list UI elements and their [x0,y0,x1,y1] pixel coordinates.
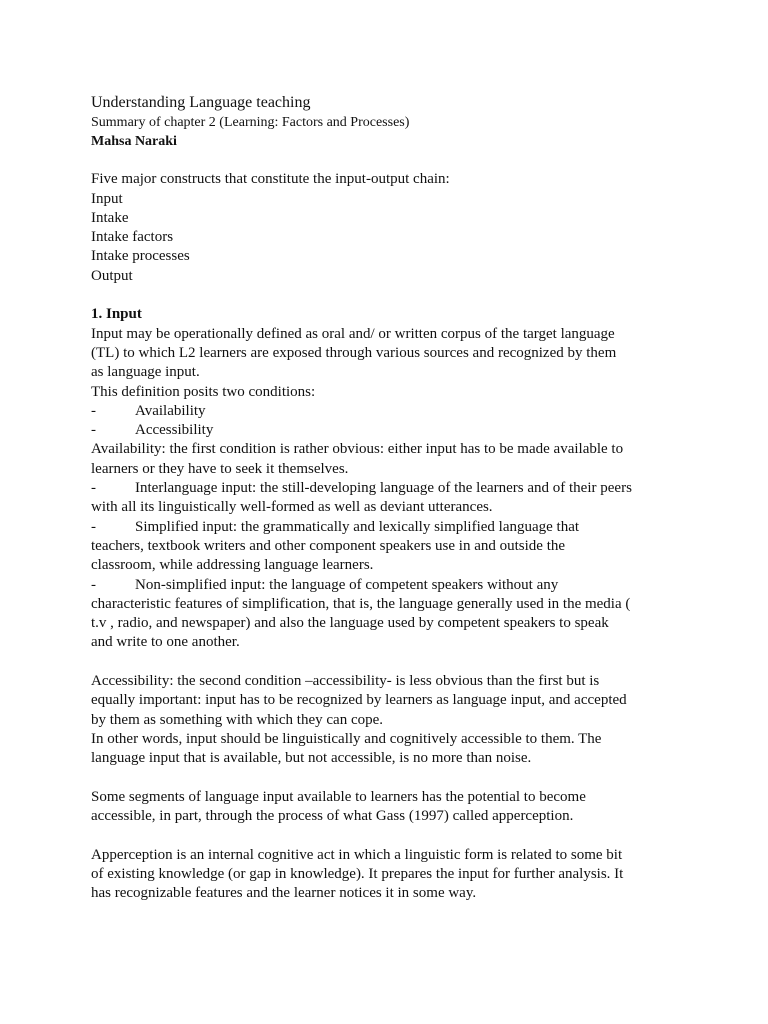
spacer [91,826,691,845]
paragraph-line: with all its linguistically well-formed as well as deviant utterances. [91,499,493,516]
dash-marker: - [91,576,96,593]
spacer [91,286,691,305]
paragraph-line: Availability: the first condition is rather obvious: either input has to be made available to [91,441,624,458]
paragraph-line: and write to one another. [91,634,240,651]
input-type-item [91,576,691,595]
document-author: Mahsa Naraki [91,134,177,149]
dash-marker: - [91,402,96,419]
paragraph-line: Some segments of language input available to learners has the potential to become [91,788,586,805]
paragraph-line: learners or they have to seek it themselves. [91,460,349,477]
dash-marker: - [91,422,96,439]
paragraph-line: Accessibility: the second condition –accessibility- is less obvious than the first but is [91,673,600,690]
condition-label: Accessibility [135,422,214,439]
document-page [91,92,691,904]
paragraph-line: characteristic features of simplification, that is, the language generally used in the media ( [91,595,631,612]
paragraph-line: accessible, in part, through the process of what Gass (1997) called apperception. [91,808,574,825]
condition-label: Availability [135,402,206,419]
spacer [91,151,691,170]
input-type-item [91,518,691,537]
construct-item: Output [91,267,133,284]
paragraph-line: In other words, input should be linguistically and cognitively accessible to them. The [91,730,602,747]
intro-lead: Five major constructs that constitute the input-output chain: [91,171,450,188]
condition-item [91,421,691,440]
input-type-text: Interlanguage input: the still-developing language of the learners and of their peers [135,480,632,497]
paragraph-line: This definition posits two conditions: [91,383,316,400]
condition-item [91,402,691,421]
section-heading-input: 1. Input [91,306,142,323]
paragraph-line: by them as something with which they can cope. [91,711,384,728]
construct-item: Input [91,190,123,207]
document-subtitle: Summary of chapter 2 (Learning: Factors and Processes) [91,115,410,130]
paragraph-line: teachers, textbook writers and other component speakers use in and outside the [91,537,566,554]
paragraph-line: (TL) to which L2 learners are exposed through various sources and recognized by them [91,344,617,361]
paragraph-line: Input may be operationally defined as oral and/ or written corpus of the target language [91,325,615,342]
document-title: Understanding Language teaching [91,94,311,111]
paragraph-line: equally important: input has to be recognized by learners as language input, and accepted [91,692,627,709]
paragraph-line: classroom, while addressing language learners. [91,557,374,574]
dash-marker: - [91,518,96,535]
paragraph-line: of existing knowledge (or gap in knowledge). It prepares the input for further analysis. It [91,865,624,882]
paragraph-line: Apperception is an internal cognitive act in which a linguistic form is related to some bit [91,846,623,863]
input-type-text: Simplified input: the grammatically and lexically simplified language that [135,518,580,535]
input-type-item [91,479,691,498]
input-type-text: Non-simplified input: the language of competent speakers without any [135,576,559,593]
paragraph-line: t.v , radio, and newspaper) and also the language used by competent speakers to speak [91,615,609,632]
construct-item: Intake factors [91,229,174,246]
construct-item: Intake [91,209,129,226]
dash-marker: - [91,480,96,497]
spacer [91,769,691,788]
paragraph-line: language input that is available, but not accessible, is no more than noise. [91,750,532,767]
paragraph-line: has recognizable features and the learner notices it in some way. [91,885,477,902]
construct-item: Intake processes [91,248,190,265]
spacer [91,653,691,672]
paragraph-line: as language input. [91,364,200,381]
